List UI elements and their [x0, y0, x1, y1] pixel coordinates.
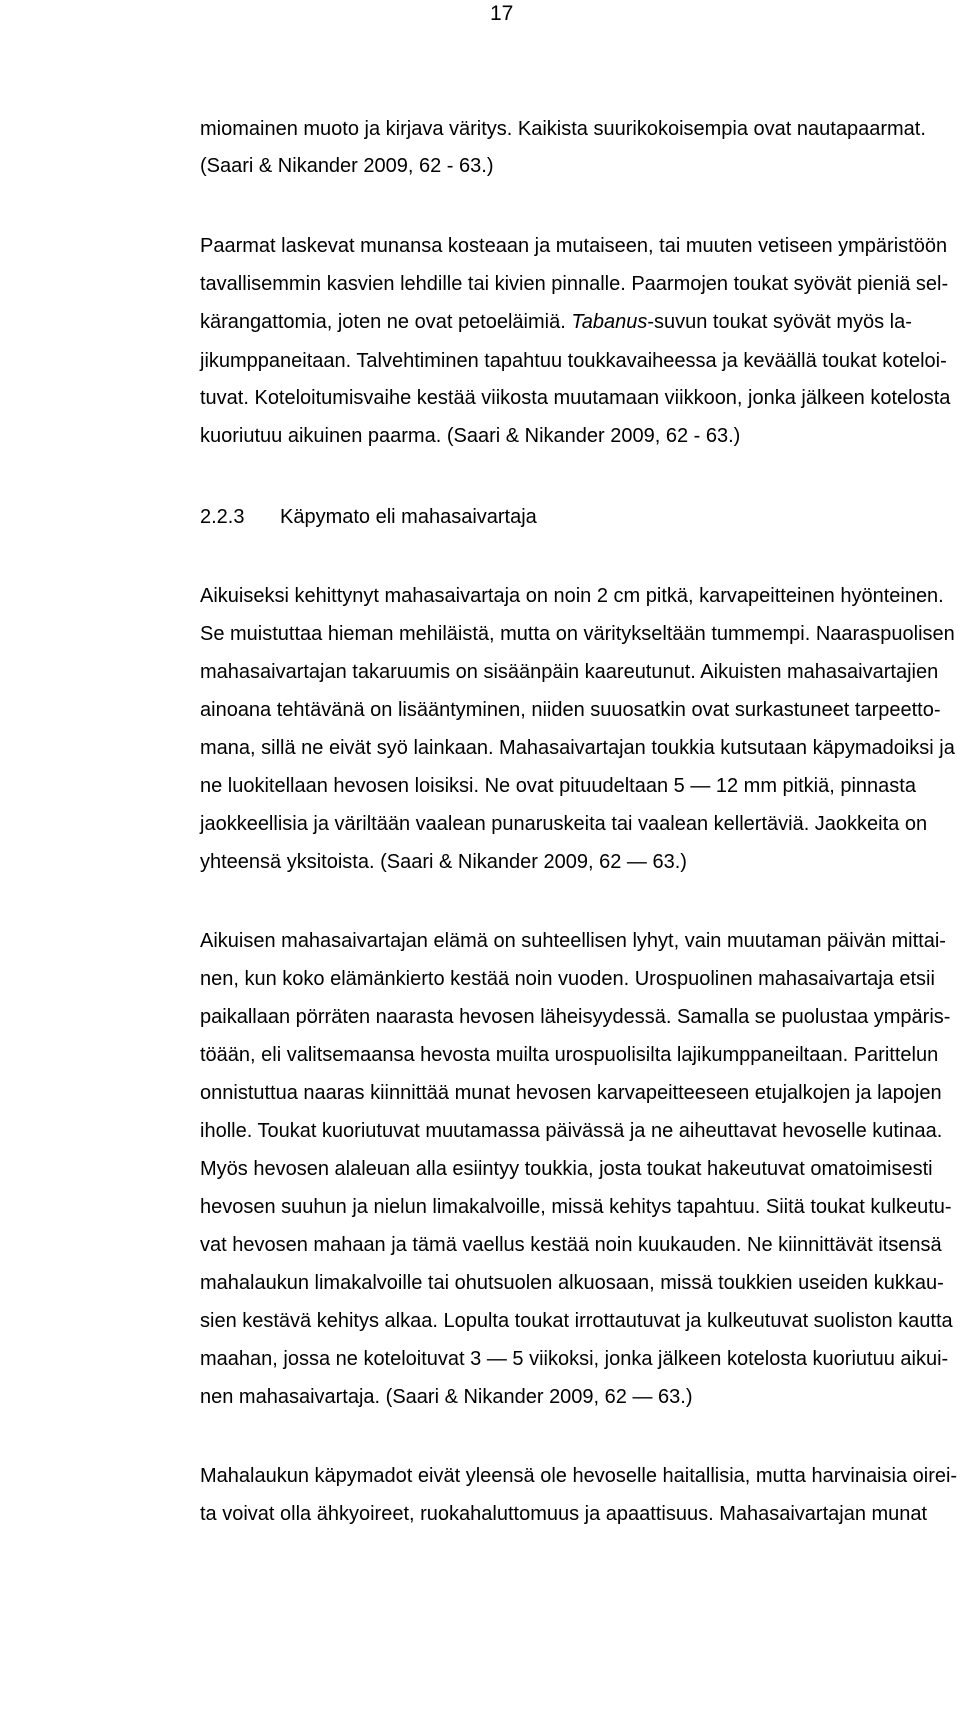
page-number: 17: [490, 2, 514, 25]
text-line: miomainen muoto ja kirjava väritys. Kaikista suurikokoisempia ovat nautapaarmat.: [200, 118, 926, 140]
text-line: vat hevosen mahaan ja tämä vaellus kestää noin kuukauden. Ne kiinnittävät itsensä: [200, 1234, 942, 1256]
text-line: maahan, jossa ne koteloituvat 3 — 5 viikoksi, jonka jälkeen kotelosta kuoriutuu aikui-: [200, 1348, 949, 1370]
text-line: mana, sillä ne eivät syö lainkaan. Mahasaivartajan toukkia kutsutaan käpymadoiksi ja: [200, 737, 955, 759]
text-line: nen mahasaivartaja. (Saari & Nikander 2009, 62 — 63.): [200, 1386, 693, 1408]
text-line: sien kestävä kehitys alkaa. Lopulta toukat irrottautuvat ja kulkeutuvat suoliston kautta: [200, 1310, 953, 1332]
section-number: 2.2.3: [200, 506, 245, 528]
text-line: yhteensä yksitoista. (Saari & Nikander 2009, 62 — 63.): [200, 851, 687, 873]
text-line: tuvat. Koteloitumisvaihe kestää viikosta muutamaan viikkoon, jonka jälkeen kotelosta: [200, 387, 951, 409]
text-line: hevosen suuhun ja nielun limakalvoille, missä kehitys tapahtuu. Siitä toukat kulkeutu-: [200, 1196, 952, 1218]
text-line: ta voivat olla ähkyoireet, ruokahaluttomuus ja apaattisuus. Mahasaivartajan munat: [200, 1503, 928, 1525]
text-line: onnistuttua naaras kiinnittää munat hevosen karvapeitteeseen etujalkojen ja lapojen: [200, 1082, 942, 1104]
text-span: kärangattomia, joten ne ovat petoeläimiä.: [200, 311, 566, 333]
text-line: ne luokitellaan hevosen loisiksi. Ne ovat pituudeltaan 5 — 12 mm pitkiä, pinnasta: [200, 775, 916, 797]
text-line: mahasaivartajan takaruumis on sisäänpäin kaareutunut. Aikuisten mahasaivartajien: [200, 661, 939, 683]
text-line: iholle. Toukat kuoriutuvat muutamassa päivässä ja ne aiheuttavat hevoselle kutinaa.: [200, 1120, 943, 1142]
italic-genus-name: Tabanus: [571, 311, 648, 333]
text-line: Aikuisen mahasaivartajan elämä on suhteellisen lyhyt, vain muutaman päivän mittai-: [200, 930, 946, 952]
text-line: Mahalaukun käpymadot eivät yleensä ole hevoselle haitallisia, mutta harvinaisia oirei-: [200, 1465, 958, 1487]
text-line: Myös hevosen alaleuan alla esiintyy toukkia, josta toukat hakeutuvat omatoimisesti: [200, 1158, 933, 1180]
text-line: (Saari & Nikander 2009, 62 - 63.): [200, 155, 494, 177]
text-line: jikumppaneitaan. Talvehtiminen tapahtuu toukkavaiheessa ja keväällä toukat koteloi-: [200, 350, 947, 372]
text-line: töään, eli valitsemaansa hevosta muilta urospuolisilta lajikumppaneiltaan. Parittelun: [200, 1044, 939, 1066]
text-span: -suvun toukat syövät myös la-: [647, 311, 912, 333]
section-title: Käpymato eli mahasaivartaja: [280, 506, 537, 528]
section-heading: [200, 506, 537, 529]
text-line: [200, 311, 912, 334]
text-line: kuoriutuu aikuinen paarma. (Saari & Nikander 2009, 62 - 63.): [200, 425, 741, 447]
text-line: ainoana tehtävänä on lisääntyminen, niiden suuosatkin ovat surkastuneet tarpeetto-: [200, 699, 941, 721]
text-line: paikallaan pörräten naarasta hevosen läheisyydessä. Samalla se puolustaa ympäris-: [200, 1006, 951, 1028]
text-line: tavallisemmin kasvien lehdille tai kivien pinnalle. Paarmojen toukat syövät pieniä sel-: [200, 273, 949, 295]
text-line: mahalaukun limakalvoille tai ohutsuolen alkuosaan, missä toukkien useiden kukkau-: [200, 1272, 944, 1294]
text-line: nen, kun koko elämänkierto kestää noin vuoden. Urospuolinen mahasaivartaja etsii: [200, 968, 935, 990]
text-line: Paarmat laskevat munansa kosteaan ja mutaiseen, tai muuten vetiseen ympäristöön: [200, 235, 948, 257]
text-line: Se muistuttaa hieman mehiläistä, mutta on väritykseltään tummempi. Naaraspuolisen: [200, 623, 955, 645]
text-line: jaokkeellisia ja väriltään vaalean punaruskeita tai vaalean kellertäviä. Jaokkeita on: [200, 813, 928, 835]
text-line: Aikuiseksi kehittynyt mahasaivartaja on noin 2 cm pitkä, karvapeitteinen hyönteinen.: [200, 585, 944, 607]
